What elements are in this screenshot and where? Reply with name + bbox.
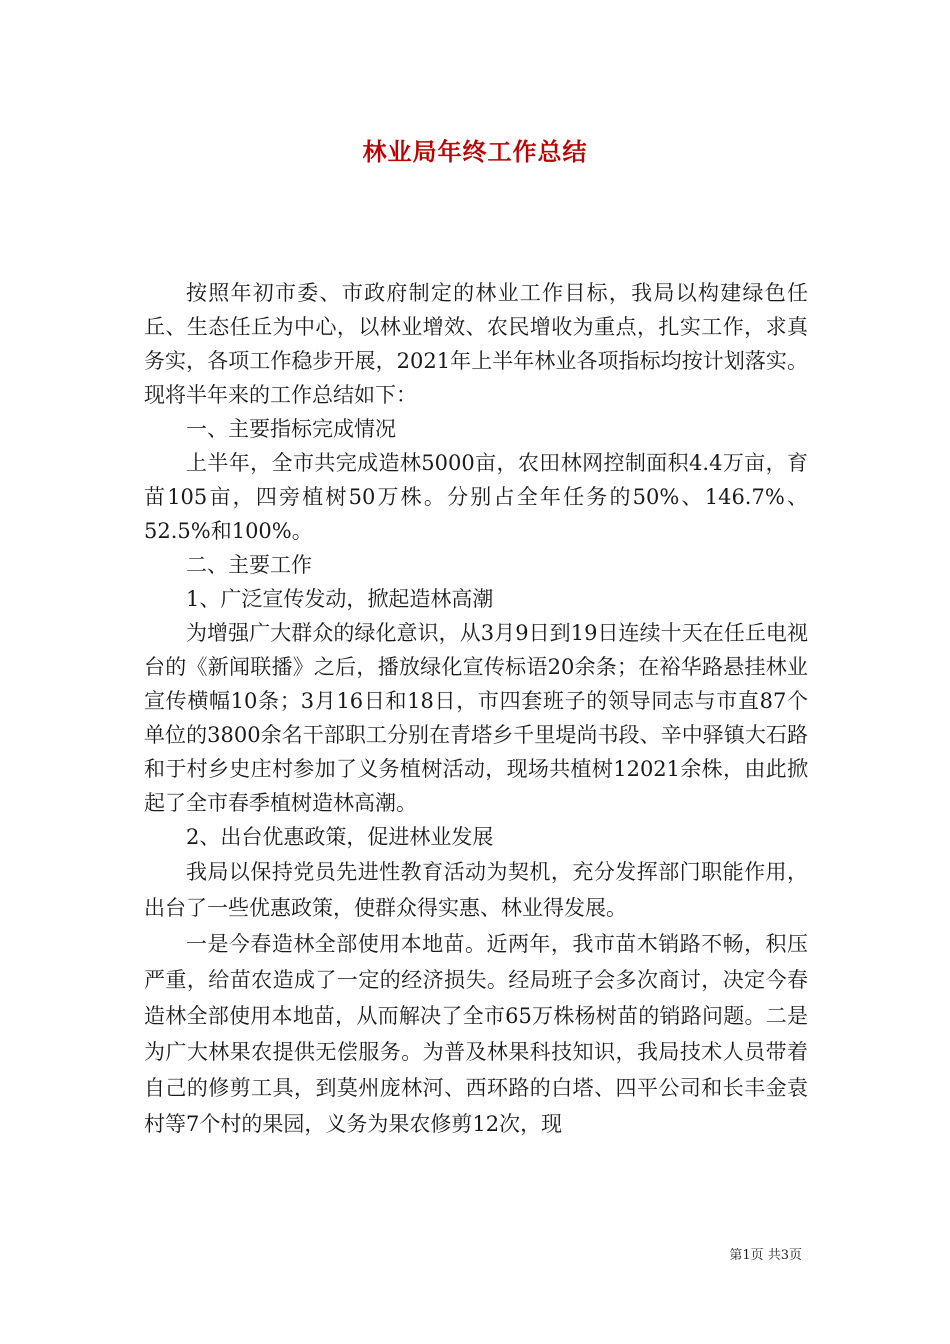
heading-section-2: 二、主要工作: [186, 553, 312, 577]
subheading-publicity: 1、广泛宣传发动，掀起造林高潮: [186, 587, 494, 611]
subheading-policy: 2、出台优惠政策，促进林业发展: [186, 825, 494, 849]
heading-section-1: 一、主要指标完成情况: [186, 417, 396, 441]
page-footer: 第1页 共3页: [729, 1248, 802, 1263]
paragraph-indicators: 上半年，全市共完成造林5000亩，农田林网控制面积4.4万亩，育苗105亩，四旁植树50万株。分别占全年任务的50%、146.7%、52.5%和100%。: [144, 451, 808, 543]
paragraph-local-seedlings: 一是今春造林全部使用本地苗。近两年，我市苗木销路不畅，积压严重，给苗农造成了一定的经济损失。经局班子会多次商讨，决定今春造林全部使用本地苗，从而解决了全市65万株杨树苗的销路问题。二是为广大林果农提供无偿服务。为普及林果科技知识，我局技术人员带着自己的修剪工具，到莫州庞林河、西环路的白塔、四平公司和长丰金袁村等7个村的果园，义务为果农修剪12次，现: [144, 932, 808, 1136]
paragraph-intro: 按照年初市委、市政府制定的林业工作目标，我局以构建绿色任丘、生态任丘为中心，以林业增效、农民增收为重点，扎实工作，求真务实，各项工作稳步开展，2021年上半年林业各项指标均按计划落实。现将半年来的工作总结如下：: [144, 281, 808, 407]
paragraph-policy: 我局以保持党员先进性教育活动为契机，充分发挥部门职能作用，出台了一些优惠政策，使群众得实惠、林业得发展。: [144, 860, 808, 920]
paragraph-publicity: 为增强广大群众的绿化意识，从3月9日到19日连续十天在任丘电视台的《新闻联播》之后，播放绿化宣传标语20余条；在裕华路悬挂林业宣传横幅10条；3月16日和18日，市四套班子的领导同志与市直87个单位的3800余名干部职工分别在青塔乡千里堤尚书段、辛中驿镇大石路和于村乡史庄村参加了义务植树活动，现场共植树12021余株，由此掀起了全市春季植树造林高潮。: [144, 621, 808, 815]
document-body: [144, 276, 808, 1142]
document-title: 林业局年终工作总结: [362, 137, 588, 166]
